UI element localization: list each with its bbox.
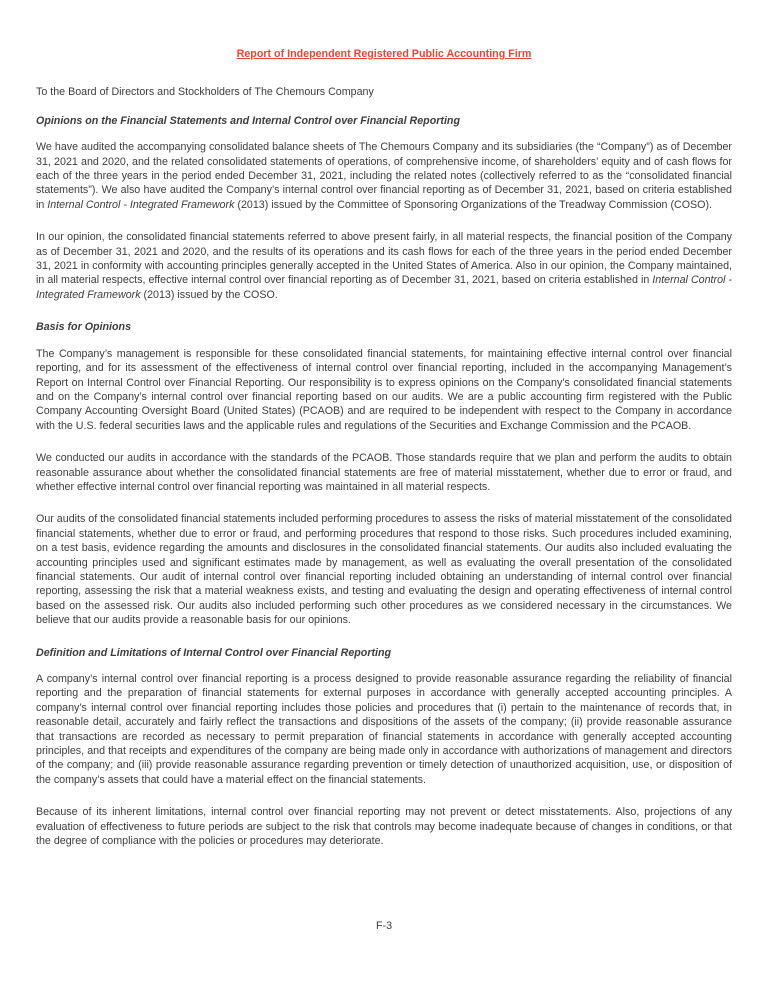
paragraph: A company’s internal control over financial reporting is a process designed to provide reasonable assurance regarding the reliability of financial reporting and the preparation of financial statements for external purposes in accordance with generally accepted accounting principles. A company’s internal control over financial reporting includes those policies and procedures that (i) pertain to the maintenance of records that, in reasonable detail, accurately and fairly reflect the transactions and dispositions of the assets of the company; (ii) provide reasonable assurance that transactions are recorded as necessary to permit preparation of financial statements in accordance with generally accepted accounting principles, and that receipts and expenditures of the company are being made only in accordance with authorizations of management and directors of the company; and (iii) provide reasonable assurance regarding prevention or timely detection of unauthorized acquisition, use, or disposition of the company’s assets that could have a material effect on the financial statements. <box>36 673 732 786</box>
section-heading-basis: Basis for Opinions <box>36 321 132 334</box>
paragraph: The Company’s management is responsible for these consolidated financial statements, for maintaining effective internal control over financial reporting, and for its assessment of the effectiveness of internal control over financial reporting, included in the accompanying Management’s Report on Internal Control over Financial Reporting. Our responsibility is to express opinions on the Company’s consolidated financial statements and on the Company’s internal control over financial reporting based on our audits. We are a public accounting firm registered with the Public Company Accounting Oversight Board (United States) (PCAOB) and are required to be independent with respect to the Company in accordance with the U.S. federal securities laws and the applicable rules and regulations of the Securities and Exchange Commission and the PCAOB. <box>36 347 732 432</box>
section-heading-opinions: Opinions on the Financial Statements and Internal Control over Financial Reporting <box>36 114 460 127</box>
section-definition-limitations <box>36 646 732 849</box>
paragraph: In our opinion, the consolidated financial statements referred to above present fairly, in all material respects, the financial position of the Company as of December 31, 2021 and 2020, and the results of its operations and its cash flows for each of the three years in the period ended December 31, 2021 in conformity with accounting principles generally accepted in the United States of America. Also in our opinion, the Company maintained, in all material respects, effective internal control over financial reporting as of December 31, 2021, based on criteria established in Internal Control - Integrated Framework (2013) issued by the COSO. <box>36 231 732 301</box>
section-opinions <box>36 114 732 302</box>
paragraph: Our audits of the consolidated financial statements included performing procedures to assess the risks of material misstatement of the consolidated financial statements, whether due to error or fraud, and performing procedures that respond to those risks. Such procedures included examining, on a test basis, evidence regarding the amounts and disclosures in the consolidated financial statements. Our audits also included evaluating the accounting principles used and significant estimates made by management, as well as evaluating the overall presentation of the consolidated financial statements. Our audit of internal control over financial reporting included obtaining an understanding of internal control over financial reporting, assessing the risk that a material weakness exists, and testing and evaluating the design and operating effectiveness of internal control based on the assessed risk. Our audits also included performing such other procedures as we considered necessary in the circumstances. We believe that our audits provide a reasonable basis for our opinions. <box>36 513 732 627</box>
paragraph: We conducted our audits in accordance with the standards of the PCAOB. Those standards require that we plan and perform the audits to obtain reasonable assurance about whether the consolidated financial statements are free of material misstatement, whether due to error or fraud, and whether effective internal control over financial reporting was maintained in all material respects. <box>36 452 732 493</box>
page-number: F-3 <box>375 920 393 932</box>
section-basis-for-opinions <box>36 320 732 627</box>
paragraph: We have audited the accompanying consolidated balance sheets of The Chemours Company and its subsidiaries (the “Company”) as of December 31, 2021 and 2020, and the related consolidated statements of operations, of comprehensive income, of shareholders’ equity and of cash flows for each of the three years in the period ended December 31, 2021, including the related notes (collectively referred to as the “consolidated financial statements”). We also have audited the Company’s internal control over financial reporting as of December 31, 2021, based on criteria established in Internal Control - Integrated Framework (2013) issued by the Committee of Sponsoring Organizations of the Treadway Commission (COSO). <box>36 141 732 211</box>
addressee-line: To the Board of Directors and Stockholders of The Chemours Company <box>36 86 374 99</box>
section-heading-definition: Definition and Limitations of Internal Control over Financial Reporting <box>36 646 392 659</box>
report-title: Report of Independent Registered Public Accounting Firm <box>236 48 532 60</box>
paragraph: Because of its inherent limitations, internal control over financial reporting may not prevent or detect misstatements. Also, projections of any evaluation of effectiveness to future periods are subject to the risk that controls may become inadequate because of changes in conditions, or that the degree of compliance with the policies or procedures may deteriorate. <box>36 806 732 848</box>
